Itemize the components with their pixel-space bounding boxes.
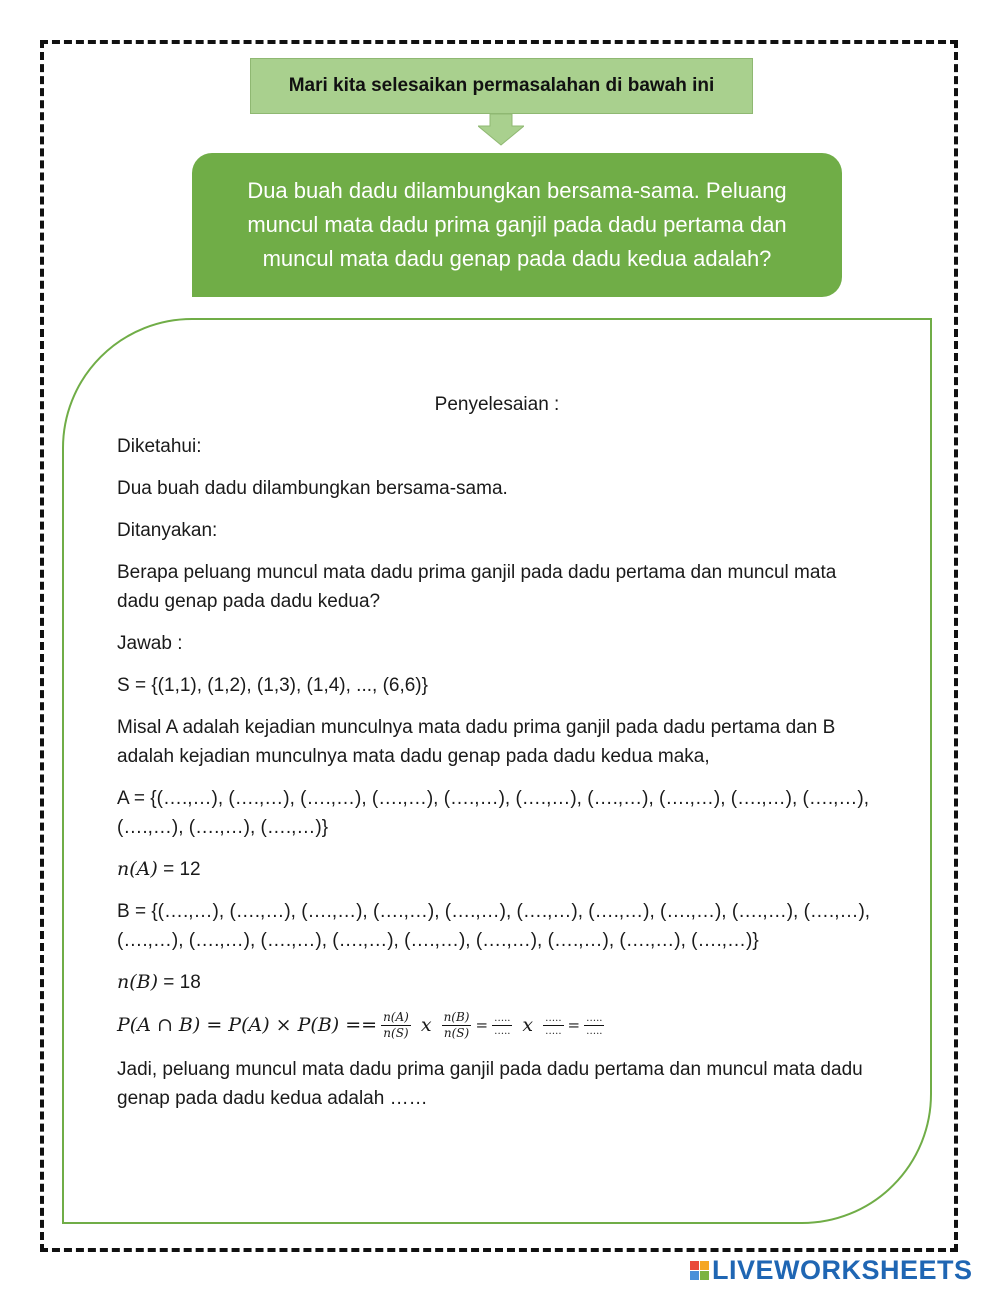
- known-text: Dua buah dadu dilambungkan bersama-sama.: [117, 478, 508, 499]
- fraction-numerator: n(B): [443, 1010, 470, 1024]
- n-b-label: n(B): [117, 971, 159, 993]
- logo-icon: [690, 1261, 709, 1280]
- n-b-line: [117, 968, 877, 997]
- n-a-line: [117, 855, 877, 884]
- blank-denominator: …..: [545, 1026, 562, 1037]
- set-b: B = {(….,…), (….,…), (….,…), (….,…), (….,…), (….,…), (….,…), (….,…), (….,…), (….,…), (….,…), (….,…), (….,…), (….,…), (….,…), (….,…), (….,…), (….,…), (….,…)}: [117, 901, 871, 951]
- blank-denominator: …..: [494, 1026, 511, 1037]
- blank-numerator: …..: [494, 1013, 511, 1024]
- n-b-value: = 18: [158, 972, 201, 993]
- equals-symbol: =: [567, 1016, 581, 1034]
- times-symbol: x: [522, 1014, 534, 1036]
- probability-formula: [117, 1010, 877, 1041]
- blank-numerator: …..: [545, 1013, 562, 1024]
- times-symbol: x: [420, 1014, 432, 1036]
- instruction-text: Mari kita selesaikan permasalahan di bawah ini: [288, 75, 715, 96]
- logo-text: LIVEWORKSHEETS: [712, 1255, 973, 1285]
- set-a: A = {(….,…), (….,…), (….,…), (….,…), (….,…), (….,…), (….,…), (….,…), (….,…), (….,…), (….,…), (….,…), (….,…)}: [117, 788, 870, 838]
- liveworksheets-logo[interactable]: [690, 1255, 973, 1286]
- question-box: [192, 153, 842, 297]
- instruction-banner: [250, 58, 753, 114]
- blank-numerator: …..: [586, 1013, 603, 1024]
- asked-text: Berapa peluang muncul mata dadu prima ganjil pada dadu pertama dan muncul mata dadu genap pada dadu kedua?: [117, 562, 837, 612]
- fraction-denominator: n(S): [443, 1026, 470, 1040]
- asked-label: Ditanyakan:: [117, 520, 218, 541]
- suppose-text: Misal A adalah kejadian munculnya mata dadu prima ganjil pada dadu pertama dan B adalah kejadian munculnya mata dadu genap pada dadu kedua maka,: [117, 717, 836, 767]
- blank-fraction: [543, 1013, 563, 1038]
- down-arrow-icon: [478, 114, 524, 146]
- conclusion-text: Jadi, peluang muncul mata dadu prima ganjil pada dadu pertama dan muncul mata dadu genap pada dadu kedua adalah ……: [117, 1059, 863, 1109]
- answer-label: Jawab :: [117, 633, 183, 654]
- blank-fraction: [492, 1013, 512, 1038]
- sample-space: S = {(1,1), (1,2), (1,3), (1,4), ..., (6,6)}: [117, 675, 428, 696]
- n-a-value: = 12: [157, 859, 201, 880]
- fraction-n-a-over-n-s: [381, 1010, 411, 1041]
- solution-heading: Penyelesaian :: [434, 394, 560, 415]
- solution-content: [117, 390, 877, 1113]
- equals-symbol: =: [475, 1016, 489, 1034]
- blank-denominator: …..: [586, 1026, 603, 1037]
- known-label: Diketahui:: [117, 436, 202, 457]
- formula-lhs: P(A ∩ B) = P(A) × P(B) ==: [117, 1014, 378, 1036]
- fraction-denominator: n(S): [383, 1026, 409, 1040]
- fraction-n-b-over-n-s: [442, 1010, 472, 1041]
- fraction-numerator: n(A): [383, 1010, 409, 1024]
- question-text: Dua buah dadu dilambungkan bersama-sama. Peluang muncul mata dadu prima ganjil pada dadu pertama dan muncul mata dadu genap pada dadu kedua adalah?: [247, 178, 787, 271]
- blank-fraction: [584, 1013, 604, 1038]
- n-a-label: n(A): [117, 858, 158, 880]
